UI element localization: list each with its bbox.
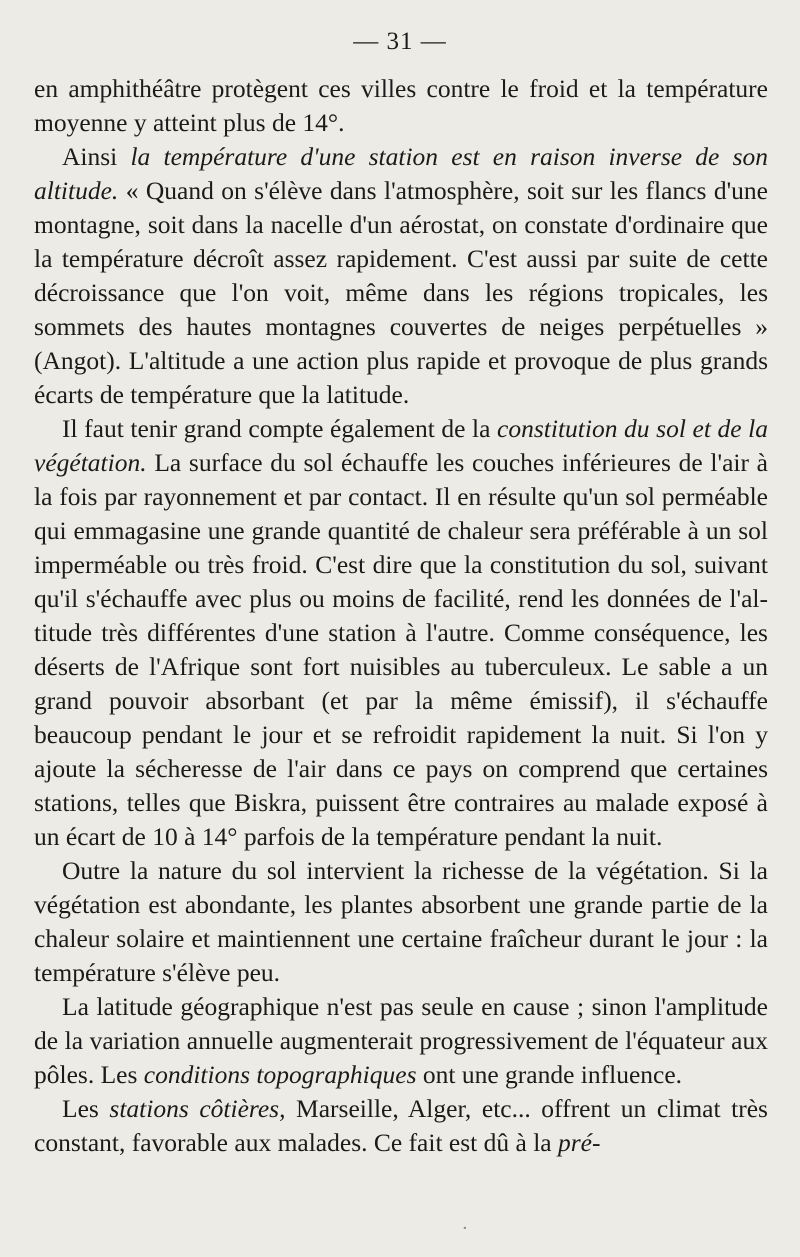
paragraph [34, 72, 768, 140]
print-speck: · [462, 1218, 468, 1239]
text-run: en amphithéâtre protègent ces villes contre le froid et la température moyenne y atteint plus de 14°. [34, 74, 768, 137]
italic-text: pré- [557, 1128, 601, 1157]
paragraph [34, 140, 768, 412]
italic-text: conditions topographiques [143, 1060, 417, 1089]
paragraph [34, 412, 768, 854]
text-run: ont une grande influence. [416, 1060, 683, 1089]
text-run: Marseille, Alger, etc... offrent un climat très constant, favorable aux malades. Ce fait est dû à la [34, 1094, 768, 1157]
text-run: La surface du sol échauffe les couches inférieures de l'air à la fois par rayonnement et par contact. Il en résulte qu'un sol perméable qui emmagasine une grande quantité de chaleur sera préférable à un sol imperméable ou très froid. C'est dire que la constitution du sol, suivant qu'il s'échauffe avec plus ou moins de facilité, rend les données de l'altitude très différentes d'une station à l'autre. Comme conséquence, les déserts de l'Afrique sont fort nuisibles au tuberculeux. Le sable a un grand pouvoir absorbant (et par la même émissif), il s'échauffe beaucoup pendant le jour et se refroidit rapidement la nuit. Si l'on y ajoute la sécheresse de l'air dans ce pays on comprend que certaines stations, telles que Biskra, puissent être contraires au malade exposé à un écart de 10 à 14° parfois de la température pendant la nuit. [34, 448, 768, 851]
body-text [34, 72, 768, 1160]
text-run: Outre la nature du sol intervient la richesse de la végétation. Si la végétation est abondante, les plantes absorbent une grande partie de la chaleur solaire et maintiennent une certaine fraîcheur durant le jour : la température s'élève peu. [34, 856, 768, 987]
text-run: « Quand on s'élève dans l'atmosphère, soit sur les flancs d'une montagne, soit dans la nacelle d'un aérostat, on constate d'ordinaire que la température décroît assez rapidement. C'est aussi par suite de cette décroissance que l'on voit, même dans les régions tropicales, les sommets des hautes montagnes couvertes de neiges perpétuelles » (Angot). L'altitude a une action plus rapide et provoque de plus grands écarts de température que la latitude. [34, 176, 768, 409]
italic-text: la température d'une station est en raison inverse de son altitude. [34, 142, 768, 205]
text-run: Il faut tenir grand compte également de la [62, 414, 498, 443]
paragraph [34, 1092, 768, 1160]
paragraph [34, 990, 768, 1092]
text-run: La latitude géographique n'est pas seule en cause ; sinon l'amplitude de la variation annuelle augmenterait progressivement de l'équateur aux pôles. Les [34, 992, 768, 1089]
italic-text: constitution du sol et de la végétation. [34, 414, 768, 477]
paragraph [34, 854, 768, 990]
text-run: Ainsi [62, 142, 131, 171]
page-number: — 31 — [353, 28, 447, 55]
text-run: Les [62, 1094, 110, 1123]
italic-text: stations côtières, [109, 1094, 286, 1123]
